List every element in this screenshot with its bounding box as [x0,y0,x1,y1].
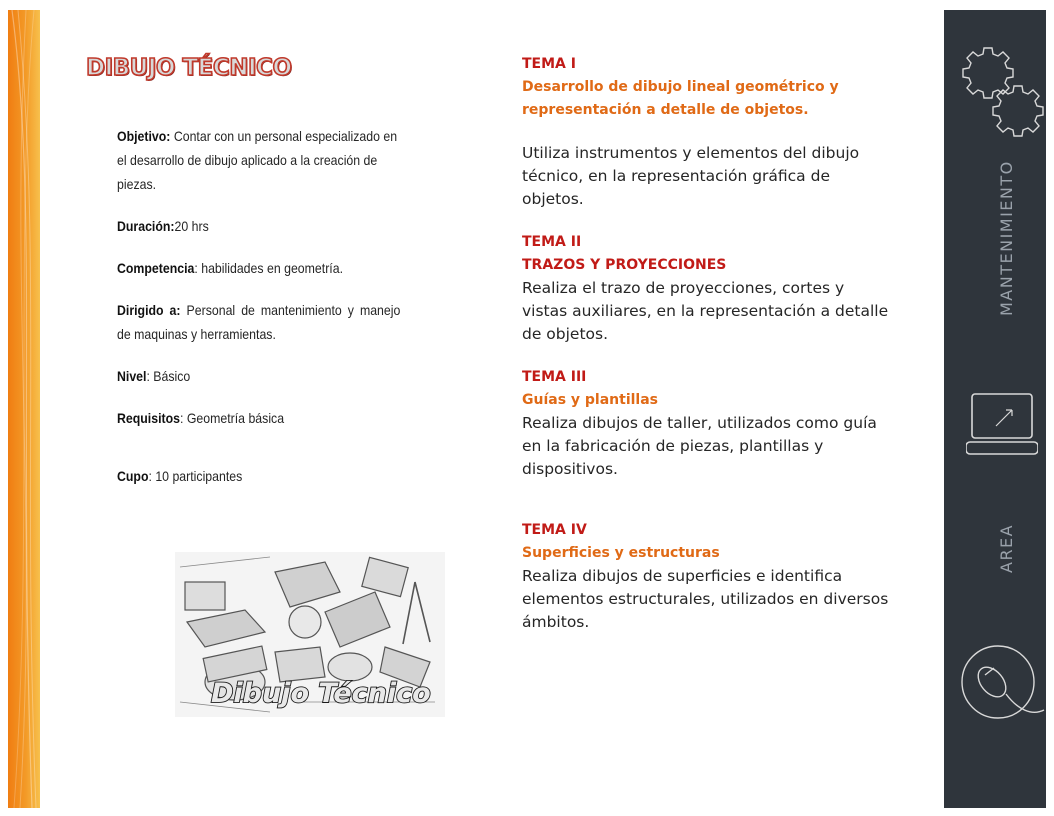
duracion-row [117,214,400,238]
nivel-row [117,364,400,388]
left-decorative-band [8,10,40,808]
nivel-text: : Básico [146,368,191,384]
objetivo-row [117,124,400,196]
side-label-mantenimiento: MANTENIMIENTO [997,160,1016,316]
competencia-label: Competencia [117,260,195,276]
side-label-area: AREA [997,523,1016,573]
objetivo-label: Objetivo: [117,128,171,144]
tema-1-subtitle: Desarrollo de dibujo lineal geométrico y representación a detalle de objetos. [522,79,839,118]
dirigido-label: Dirigido a: [117,302,181,318]
nivel-label: Nivel [117,368,147,384]
tema-3-subtitle: Guías y plantillas [522,392,659,408]
tema-2-subtitle: TRAZOS Y PROYECCIONES [522,257,727,273]
side-panel [944,10,1046,808]
gears-icon [952,30,1044,150]
tema-3-description: Realiza dibujos de taller, utilizados como guía en la fabricación de piezas, plantillas y dispositivos. [522,414,877,478]
tema-4-heading: TEMA IV [522,522,587,538]
cupo-row [117,464,400,488]
tema-2 [522,231,892,346]
duracion-label: Duración: [117,218,175,234]
mouse-icon [958,630,1046,730]
requisitos-row [117,406,400,430]
tema-4-description: Realiza dibujos de superficies e identifica elementos estructurales, utilizados en diversos ámbitos. [522,567,889,631]
tema-1-heading: TEMA I [522,56,576,72]
tema-2-description: Realiza el trazo de proyecciones, cortes y vistas auxiliares, en la representación a detalle de objetos. [522,279,889,343]
competencia-row [117,256,400,280]
image-caption: Dibujo Técnico [211,678,431,709]
tema-4 [522,519,892,634]
laptop-icon [966,392,1038,464]
tema-1-description: Utiliza instrumentos y elementos del dibujo técnico, en la representación gráfica de objetos. [522,144,860,208]
requisitos-label: Requisitos [117,410,180,426]
temas-list [522,53,892,634]
dirigido-text: Personal de mantenimiento y manejo de maquinas y herramientas. [117,302,401,342]
competencia-text: : habilidades en geometría. [194,260,343,276]
tema-3 [522,366,892,481]
tema-1 [522,53,892,211]
technical-drawing-image [175,552,445,717]
cupo-label: Cupo [117,468,149,484]
tema-4-subtitle: Superficies y estructuras [522,545,720,561]
duracion-text: 20 hrs [174,218,209,234]
tema-2-heading: TEMA II [522,234,582,250]
tema-3-heading: TEMA III [522,369,587,385]
requisitos-text: : Geometría básica [179,410,285,426]
course-info [117,124,400,506]
page-title: DIBUJO TÉCNICO [86,55,292,81]
objetivo-text: Contar con un personal especializado en el desarrollo de dibujo aplicado a la creación de piezas. [117,128,398,192]
dirigido-row [117,298,400,346]
cupo-text: : 10 participantes [148,468,243,484]
